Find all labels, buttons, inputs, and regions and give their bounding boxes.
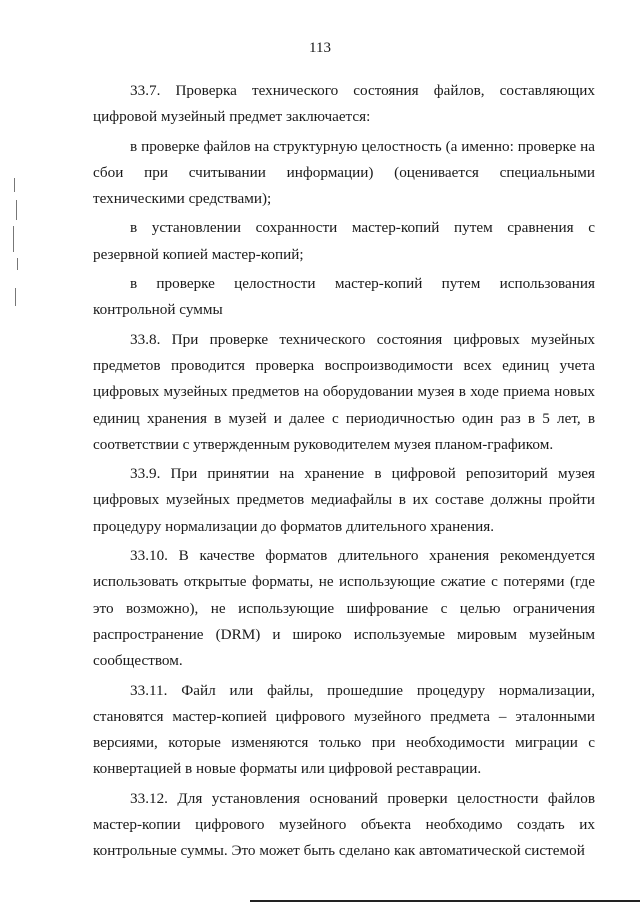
document-body: [93, 78, 595, 865]
paragraph-33-12: 33.12. Для установления оснований проверки целостности файлов мастер-копии цифрового музейного объекта необходимо создать их контрольные суммы. Это может быть сделано как автоматической системой: [93, 789, 595, 860]
paragraph-33-8: 33.8. При проверке технического состояния цифровых музейных предметов проводится проверка воспроизводимости всех единиц учета цифровых музейных предметов на оборудовании музея в ходе приема новых единиц хранения в музей и далее с периодичностью один раз в 5 лет, в соответствии с утвержденным руководителем музея планом-графиком.: [93, 330, 595, 453]
scan-bottom-edge: [250, 900, 640, 902]
margin-scan-marks: [12, 178, 20, 318]
paragraph-33-7: 33.7. Проверка технического состояния файлов, составляющих цифровой музейный предмет заключается:: [93, 82, 595, 126]
paragraph-item-master-copy: в установлении сохранности мастер-копий путем сравнения с резервной копией мастер-копий;: [93, 219, 595, 263]
paragraph-item-integrity: в проверке файлов на структурную целостность (а именно: проверке на сбои при считывании информации) (оценивается специальными техническими средствами);: [93, 137, 595, 208]
page-number: 113: [309, 40, 331, 56]
paragraph-item-checksum: в проверке целостности мастер-копий путем использования контрольной суммы: [93, 275, 595, 319]
paragraph-33-9: 33.9. При принятии на хранение в цифровой репозиторий музея цифровых музейных предметов медиафайлы в их составе должны пройти процедуру нормализации до форматов длительного хранения.: [93, 465, 595, 535]
paragraph-33-11: 33.11. Файл или файлы, прошедшие процедуру нормализации, становятся мастер-копией цифрового музейного предмета – эталонными версиями, которые изменяются только при необходимости миграции с конвертацией в новые форматы или цифровой реставрации.: [93, 681, 595, 778]
paragraph-33-10: 33.10. В качестве форматов длительного хранения рекомендуется использовать открытые форматы, не использующие сжатие с потерями (где это возможно), не использующие шифрование с целью ограничения распространение (DRM) и широко используемые мировым музейным сообществом.: [93, 547, 595, 670]
